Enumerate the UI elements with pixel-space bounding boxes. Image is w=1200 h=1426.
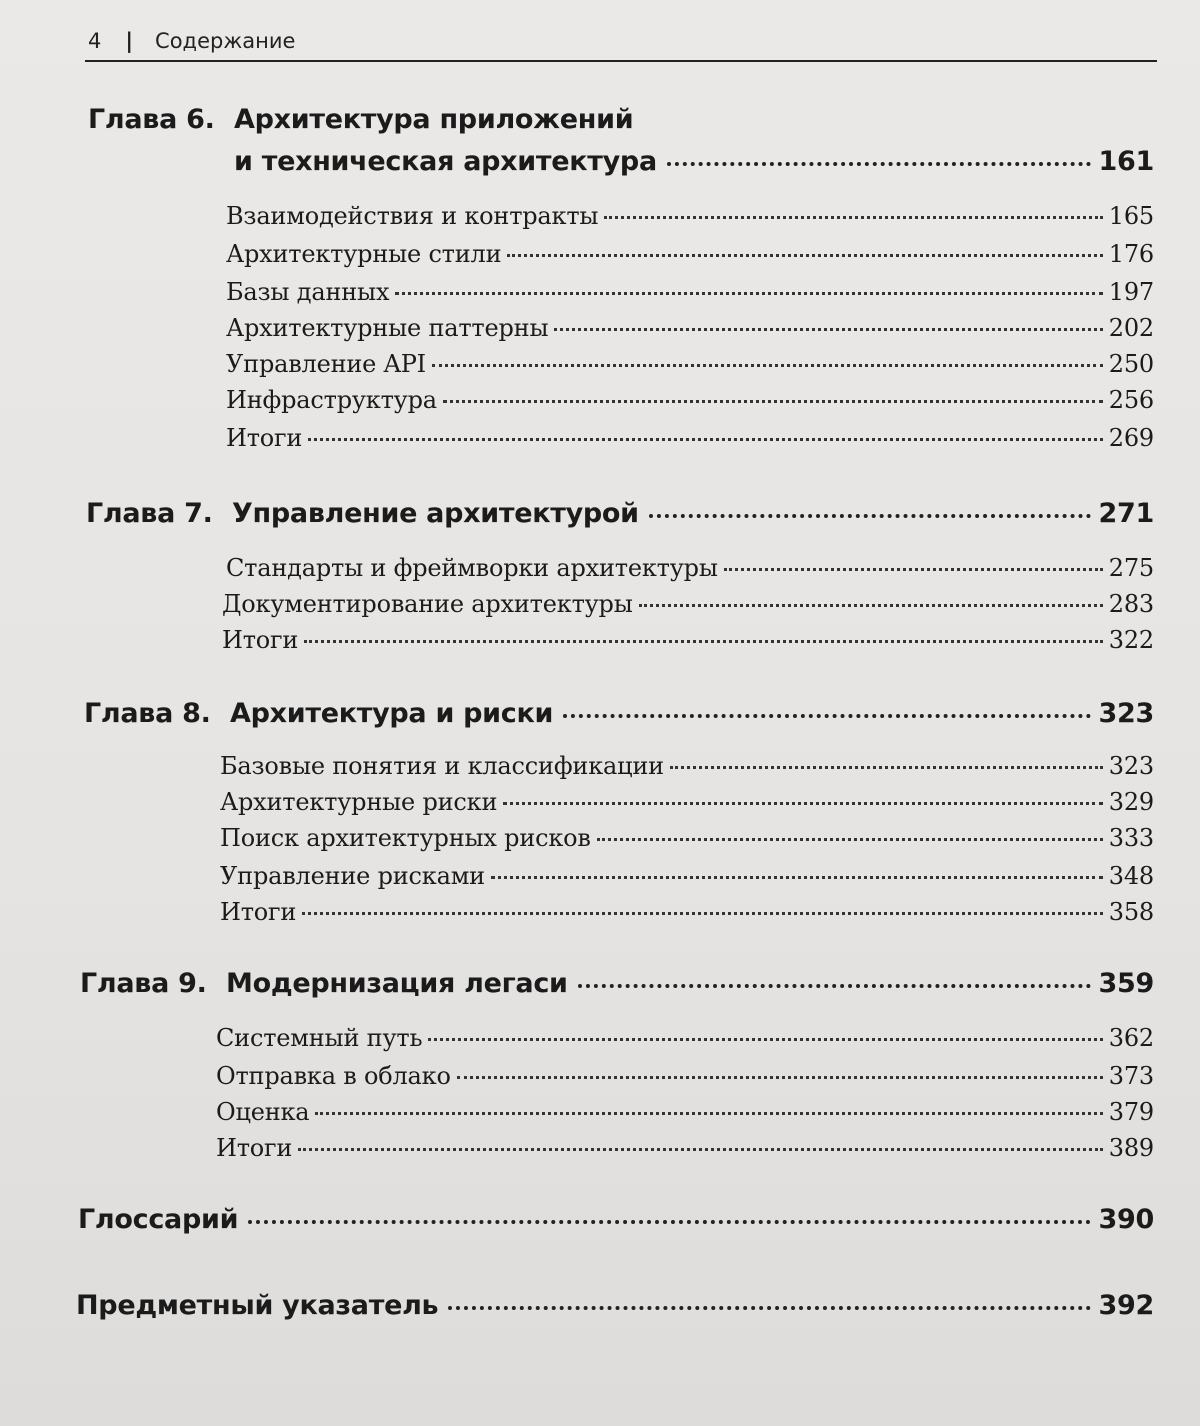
dot-leader — [507, 254, 1102, 257]
section-title: Поиск архитектурных рисков — [220, 824, 591, 852]
section-page-number: 283 — [1108, 590, 1154, 618]
section-page-number: 197 — [1108, 278, 1154, 306]
section-title: Инфраструктура — [226, 386, 437, 414]
section-title: Итоги — [226, 424, 303, 452]
dot-leader — [578, 984, 1091, 988]
chapter-6-heading-line1 — [88, 104, 633, 135]
chapter-title: Управление архитектурой — [232, 498, 639, 529]
dot-leader — [667, 162, 1091, 166]
chapter-7-entry[interactable] — [86, 498, 1154, 529]
chapter-number: Глава 9. — [80, 968, 207, 999]
chapter-number: Глава 7. — [86, 498, 213, 529]
dot-leader — [443, 400, 1103, 403]
section-page-number: 323 — [1108, 752, 1154, 780]
dot-leader — [302, 912, 1103, 915]
toc-entry[interactable] — [216, 1062, 1154, 1090]
toc-entry[interactable] — [220, 898, 1154, 926]
toc-entry[interactable] — [216, 1098, 1154, 1126]
dot-leader — [395, 292, 1103, 295]
running-head-title: Содержание — [155, 29, 296, 53]
dot-leader — [448, 1306, 1090, 1310]
section-title: Архитектурные риски — [220, 788, 498, 816]
toc-entry[interactable] — [226, 240, 1154, 268]
toc-entry[interactable] — [222, 590, 1154, 618]
back-matter-page-number: 392 — [1098, 1290, 1154, 1321]
chapter-9-entry[interactable] — [80, 968, 1154, 999]
section-title: Оценка — [216, 1098, 310, 1126]
dot-leader — [554, 328, 1102, 331]
section-title: Итоги — [222, 626, 299, 654]
section-page-number: 379 — [1108, 1098, 1154, 1126]
section-title: Документирование архитектуры — [222, 590, 633, 618]
toc-entry[interactable] — [220, 788, 1154, 816]
section-page-number: 275 — [1108, 554, 1154, 582]
chapter-8-entry[interactable] — [84, 698, 1154, 729]
dot-leader — [491, 876, 1103, 879]
section-page-number: 176 — [1108, 240, 1154, 268]
toc-entry[interactable] — [226, 202, 1154, 230]
index-entry[interactable] — [76, 1290, 1154, 1321]
chapter-title-line2: и техническая архитектура — [234, 146, 657, 177]
section-title: Архитектурные паттерны — [226, 314, 549, 342]
section-title: Итоги — [216, 1134, 293, 1162]
dot-leader — [308, 438, 1103, 441]
dot-leader — [248, 1220, 1090, 1224]
dot-leader — [304, 640, 1103, 643]
dot-leader — [432, 364, 1103, 367]
toc-entry[interactable] — [226, 424, 1154, 452]
toc-entry[interactable] — [222, 626, 1154, 654]
toc-entry[interactable] — [226, 554, 1154, 582]
section-page-number: 389 — [1108, 1134, 1154, 1162]
section-page-number: 362 — [1108, 1024, 1154, 1052]
dot-leader — [724, 568, 1103, 571]
back-matter-title: Предметный указатель — [76, 1290, 439, 1321]
section-title: Стандарты и фреймворки архитектуры — [226, 554, 718, 582]
chapter-6-entry[interactable] — [234, 146, 1154, 177]
section-title: Базы данных — [226, 278, 390, 306]
dot-leader — [649, 514, 1091, 518]
section-page-number: 333 — [1108, 824, 1154, 852]
header-rule — [85, 60, 1157, 62]
page-number: 4 — [88, 29, 102, 53]
section-page-number: 348 — [1108, 862, 1154, 890]
toc-entry[interactable] — [220, 752, 1154, 780]
toc-entry[interactable] — [220, 824, 1154, 852]
dot-leader — [503, 802, 1103, 805]
dot-leader — [597, 838, 1103, 841]
dot-leader — [563, 714, 1090, 718]
chapter-page-number: 323 — [1098, 698, 1154, 729]
dot-leader — [457, 1076, 1103, 1079]
chapter-number: Глава 6. — [88, 104, 215, 135]
chapter-page-number: 161 — [1098, 146, 1154, 177]
section-title: Базовые понятия и классификации — [220, 752, 664, 780]
toc-entry[interactable] — [220, 862, 1154, 890]
chapter-title: Архитектура и риски — [230, 698, 554, 729]
section-title: Отправка в облако — [216, 1062, 451, 1090]
dot-leader — [604, 216, 1102, 219]
section-title: Итоги — [220, 898, 297, 926]
toc-entry[interactable] — [226, 278, 1154, 306]
section-page-number: 358 — [1108, 898, 1154, 926]
section-page-number: 269 — [1108, 424, 1154, 452]
section-title: Архитектурные стили — [226, 240, 502, 268]
running-head — [88, 26, 295, 56]
running-head-separator: | — [125, 29, 134, 53]
toc-entry[interactable] — [226, 350, 1154, 378]
section-page-number: 165 — [1108, 202, 1154, 230]
glossary-entry[interactable] — [78, 1204, 1154, 1235]
section-title: Управление API — [226, 350, 426, 378]
dot-leader — [298, 1148, 1103, 1151]
section-page-number: 373 — [1108, 1062, 1154, 1090]
section-page-number: 250 — [1108, 350, 1154, 378]
dot-leader — [315, 1112, 1102, 1115]
chapter-page-number: 271 — [1098, 498, 1154, 529]
section-page-number: 329 — [1108, 788, 1154, 816]
toc-entry[interactable] — [226, 314, 1154, 342]
back-matter-title: Глоссарий — [78, 1204, 239, 1235]
toc-entry[interactable] — [216, 1024, 1154, 1052]
chapter-title: Архитектура приложений — [234, 104, 634, 135]
chapter-page-number: 359 — [1098, 968, 1154, 999]
back-matter-page-number: 390 — [1098, 1204, 1154, 1235]
dot-leader — [428, 1038, 1102, 1041]
section-page-number: 202 — [1108, 314, 1154, 342]
section-page-number: 322 — [1108, 626, 1154, 654]
dot-leader — [670, 766, 1103, 769]
toc-entry[interactable] — [226, 386, 1154, 414]
chapter-title: Модернизация легаси — [226, 968, 568, 999]
dot-leader — [639, 604, 1103, 607]
section-title: Взаимодействия и контракты — [226, 202, 599, 230]
section-title: Управление рисками — [220, 862, 485, 890]
section-title: Системный путь — [216, 1024, 423, 1052]
chapter-number: Глава 8. — [84, 698, 211, 729]
toc-entry[interactable] — [216, 1134, 1154, 1162]
section-page-number: 256 — [1108, 386, 1154, 414]
